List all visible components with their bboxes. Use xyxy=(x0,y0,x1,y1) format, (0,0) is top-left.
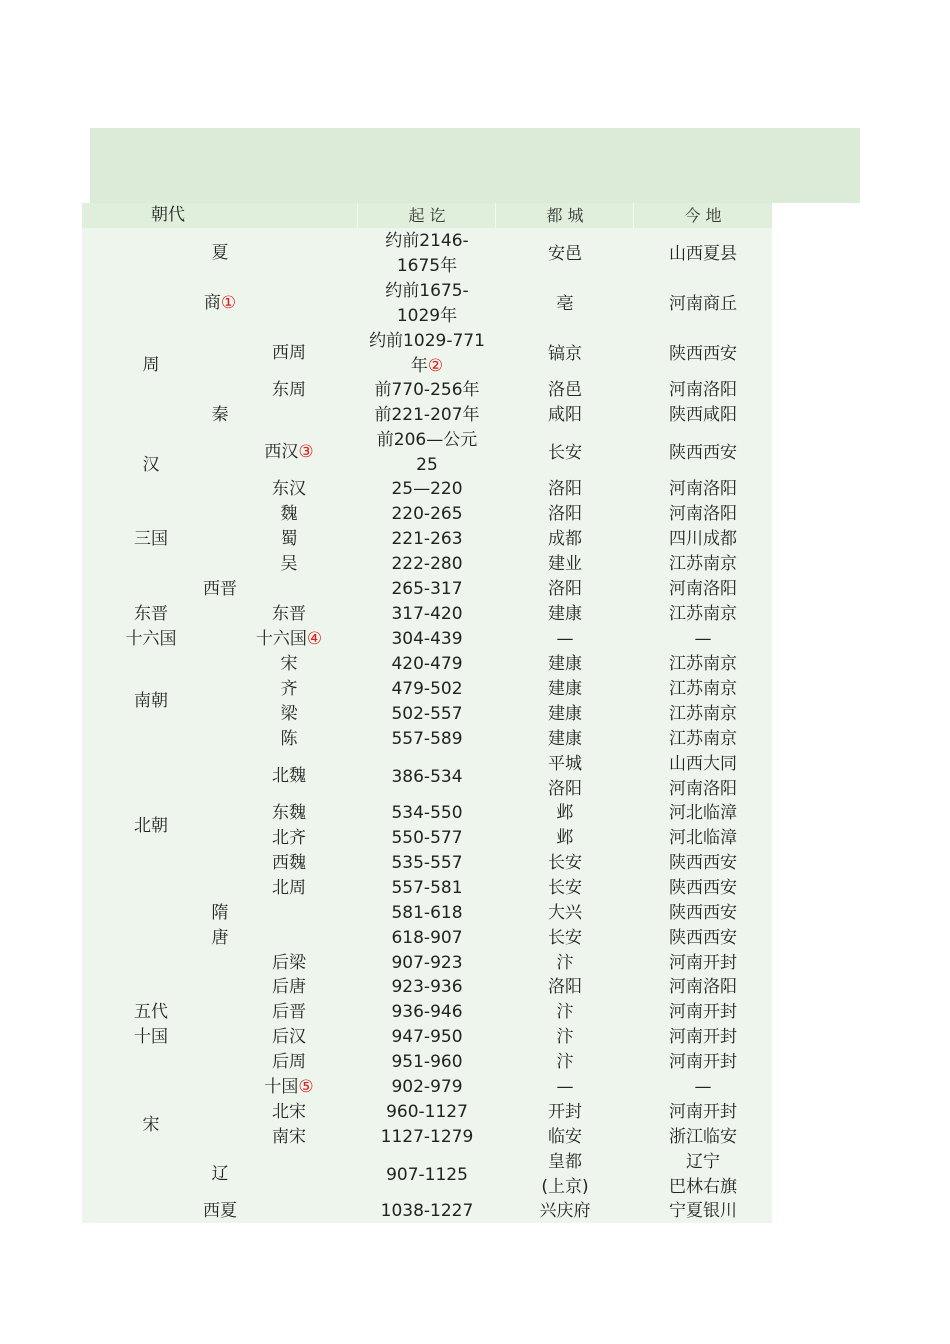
location-cell: 河南洛阳 xyxy=(669,977,737,997)
group-label: 汉 xyxy=(142,455,160,475)
period-cell: 550-577 xyxy=(391,828,463,848)
subdynasty-label: 东魏 xyxy=(272,803,306,823)
subdynasty-label: 十六国④ xyxy=(255,629,323,649)
period-cell: 约前1675- 1029年 xyxy=(385,281,469,326)
period-cell: 907-1125 xyxy=(386,1164,468,1185)
location-cell: 河南洛阳 xyxy=(669,479,737,499)
dynasty-label: 西晋 xyxy=(203,579,237,599)
group-label: 北朝 xyxy=(134,816,168,836)
capital-cell: 平城 洛阳 xyxy=(548,754,582,799)
group-label: 五代 十国 xyxy=(134,1002,168,1047)
capital-cell: 临安 xyxy=(548,1127,582,1147)
subdynasty-label: 北魏 xyxy=(272,766,306,786)
location-cell: 江苏南京 xyxy=(669,679,737,699)
location-cell: 江苏南京 xyxy=(669,729,737,749)
subdynasty-label: 后周 xyxy=(272,1052,306,1072)
capital-cell: 汴 xyxy=(556,1002,574,1022)
location-cell: 河北临漳 xyxy=(669,828,737,848)
subdynasty-label: 吴 xyxy=(280,554,298,574)
capital-cell: — xyxy=(556,629,574,649)
dynasty-label: 西夏 xyxy=(203,1201,237,1221)
period-cell: 535-557 xyxy=(391,853,463,873)
capital-cell: 建康 xyxy=(548,604,582,624)
capital-cell: 长安 xyxy=(548,878,582,898)
location-cell: 宁夏银川 xyxy=(669,1201,737,1221)
subdynasty-label: 东晋 xyxy=(272,604,306,624)
footnote-marker: ④ xyxy=(306,629,323,649)
location-cell: 江苏南京 xyxy=(669,554,737,574)
capital-cell: 建康 xyxy=(548,729,582,749)
location-cell: 陕西西安 xyxy=(669,442,737,463)
period-cell: 420-479 xyxy=(391,654,463,674)
subdynasty-label: 梁 xyxy=(280,704,298,724)
subdynasty-label: 十国⑤ xyxy=(264,1077,314,1097)
title-band xyxy=(90,128,860,203)
footnote-marker: ② xyxy=(427,356,444,376)
footnote-marker: ⑤ xyxy=(298,1077,314,1097)
capital-cell: — xyxy=(556,1077,574,1097)
period-cell: 936-946 xyxy=(391,1002,463,1022)
subdynasty-label: 东汉 xyxy=(272,479,306,499)
dynasty-label: 辽 xyxy=(211,1164,229,1184)
subdynasty-label: 陈 xyxy=(280,729,298,749)
capital-cell: 亳 xyxy=(556,293,574,314)
location-cell: 河南开封 xyxy=(669,1027,737,1047)
capital-cell: 建康 xyxy=(548,704,582,724)
location-cell: 江苏南京 xyxy=(669,604,737,624)
period-cell: 557-581 xyxy=(391,878,463,898)
group-label: 十六国 xyxy=(125,629,177,649)
period-cell: 902-979 xyxy=(391,1077,463,1097)
location-cell: 辽宁 巴林右旗 xyxy=(669,1152,737,1197)
capital-cell: 汴 xyxy=(556,1052,574,1072)
subdynasty-label: 北宋 xyxy=(272,1102,306,1122)
capital-cell: 开封 xyxy=(548,1102,582,1122)
capital-cell: 邺 xyxy=(556,803,574,823)
capital-cell: 成都 xyxy=(548,529,582,549)
location-cell: 陕西西安 xyxy=(669,878,737,898)
location-cell: 四川成都 xyxy=(669,529,737,549)
capital-cell: 建康 xyxy=(548,679,582,699)
subdynasty-label: 北周 xyxy=(272,878,306,898)
capital-cell: 洛阳 xyxy=(548,579,582,599)
location-cell: — xyxy=(694,629,712,649)
period-cell: 约前2146- 1675年 xyxy=(385,231,469,276)
dynasty-label: 商① xyxy=(203,293,237,313)
location-cell: 河北临漳 xyxy=(669,803,737,823)
group-label: 周 xyxy=(142,355,160,375)
period-cell: 前221-207年 xyxy=(374,405,480,425)
dynasty-label: 秦 xyxy=(211,405,229,425)
location-cell: 河南洛阳 xyxy=(669,579,737,599)
header-location: 今 地 xyxy=(684,206,722,225)
location-cell: 山西大同 河南洛阳 xyxy=(669,754,737,799)
header-period: 起 讫 xyxy=(408,206,446,225)
period-cell: 约前1029-771 年② xyxy=(369,331,485,376)
subdynasty-label: 西汉③ xyxy=(264,442,314,462)
dynasty-label: 夏 xyxy=(211,243,229,263)
period-cell: 265-317 xyxy=(391,579,463,599)
period-cell: 618-907 xyxy=(391,928,463,948)
footnote-marker: ③ xyxy=(298,442,314,462)
subdynasty-label: 西周 xyxy=(272,343,306,363)
capital-cell: 汴 xyxy=(556,1027,574,1047)
location-cell: — xyxy=(694,1077,712,1097)
period-cell: 907-923 xyxy=(391,953,463,973)
capital-cell: 洛邑 xyxy=(548,380,582,400)
period-cell: 1127-1279 xyxy=(380,1127,474,1147)
period-cell: 304-439 xyxy=(391,629,463,649)
subdynasty-label: 蜀 xyxy=(280,529,298,549)
period-cell: 534-550 xyxy=(391,803,463,823)
capital-cell: 长安 xyxy=(548,928,582,948)
period-cell: 947-950 xyxy=(391,1027,463,1047)
capital-cell: 洛阳 xyxy=(548,977,582,997)
period-cell: 317-420 xyxy=(391,604,463,624)
period-cell: 960-1127 xyxy=(386,1102,468,1122)
location-cell: 河南商丘 xyxy=(669,293,737,314)
capital-cell: 长安 xyxy=(548,853,582,873)
location-cell: 河南开封 xyxy=(669,1102,737,1122)
capital-cell: 建康 xyxy=(548,654,582,674)
subdynasty-label: 北齐 xyxy=(272,828,306,848)
period-cell: 502-557 xyxy=(391,704,463,724)
capital-cell: 邺 xyxy=(556,828,574,848)
period-cell: 951-960 xyxy=(391,1052,463,1072)
subdynasty-label: 后唐 xyxy=(272,977,306,997)
location-cell: 河南开封 xyxy=(669,1052,737,1072)
capital-cell: 大兴 xyxy=(548,903,582,923)
location-cell: 山西夏县 xyxy=(669,243,737,264)
period-cell: 220-265 xyxy=(391,504,463,524)
dynasty-label: 唐 xyxy=(211,928,229,948)
location-cell: 河南洛阳 xyxy=(669,380,737,400)
subdynasty-label: 东周 xyxy=(272,380,306,400)
capital-cell: 皇都 (上京) xyxy=(541,1152,589,1197)
capital-cell: 咸阳 xyxy=(548,405,582,425)
period-cell: 581-618 xyxy=(391,903,463,923)
header-dynasty: 朝代 xyxy=(151,205,185,225)
location-cell: 河南洛阳 xyxy=(669,504,737,524)
capital-cell: 安邑 xyxy=(548,243,582,264)
footnote-marker: ① xyxy=(220,293,237,313)
capital-cell: 洛阳 xyxy=(548,504,582,524)
subdynasty-label: 魏 xyxy=(280,504,298,524)
capital-cell: 兴庆府 xyxy=(539,1201,591,1221)
period-cell: 222-280 xyxy=(391,554,463,574)
period-cell: 前206—公元 25 xyxy=(376,430,478,475)
location-cell: 浙江临安 xyxy=(669,1127,737,1147)
location-cell: 陕西西安 xyxy=(669,343,737,364)
group-label: 南朝 xyxy=(134,691,168,711)
capital-cell: 建业 xyxy=(548,554,582,574)
capital-cell: 洛阳 xyxy=(548,479,582,499)
period-cell: 479-502 xyxy=(391,679,463,699)
location-cell: 陕西西安 xyxy=(669,903,737,923)
capital-cell: 汴 xyxy=(556,953,574,973)
period-cell: 557-589 xyxy=(391,729,463,749)
subdynasty-label: 西魏 xyxy=(272,853,306,873)
period-cell: 386-534 xyxy=(391,766,463,787)
group-label: 三国 xyxy=(134,529,168,549)
subdynasty-label: 南宋 xyxy=(272,1127,306,1147)
location-cell: 河南开封 xyxy=(669,1002,737,1022)
location-cell: 陕西西安 xyxy=(669,928,737,948)
location-cell: 陕西咸阳 xyxy=(669,405,737,425)
location-cell: 河南开封 xyxy=(669,953,737,973)
header-capital: 都 城 xyxy=(546,206,584,225)
location-cell: 江苏南京 xyxy=(669,654,737,674)
subdynasty-label: 后梁 xyxy=(272,953,306,973)
subdynasty-label: 后汉 xyxy=(272,1027,306,1047)
location-cell: 陕西西安 xyxy=(669,853,737,873)
period-cell: 221-263 xyxy=(391,529,463,549)
period-cell: 923-936 xyxy=(391,977,463,997)
period-cell: 1038-1227 xyxy=(380,1201,474,1221)
group-label: 东晋 xyxy=(134,604,168,624)
period-cell: 前770-256年 xyxy=(374,380,480,400)
subdynasty-label: 齐 xyxy=(280,679,298,699)
dynasty-label: 隋 xyxy=(211,903,229,923)
subdynasty-label: 宋 xyxy=(280,654,298,674)
period-cell: 25—220 xyxy=(391,479,463,499)
subdynasty-label: 后晋 xyxy=(272,1002,306,1022)
location-cell: 江苏南京 xyxy=(669,704,737,724)
group-label: 宋 xyxy=(142,1115,160,1135)
capital-cell: 镐京 xyxy=(548,343,582,364)
capital-cell: 长安 xyxy=(548,442,582,463)
